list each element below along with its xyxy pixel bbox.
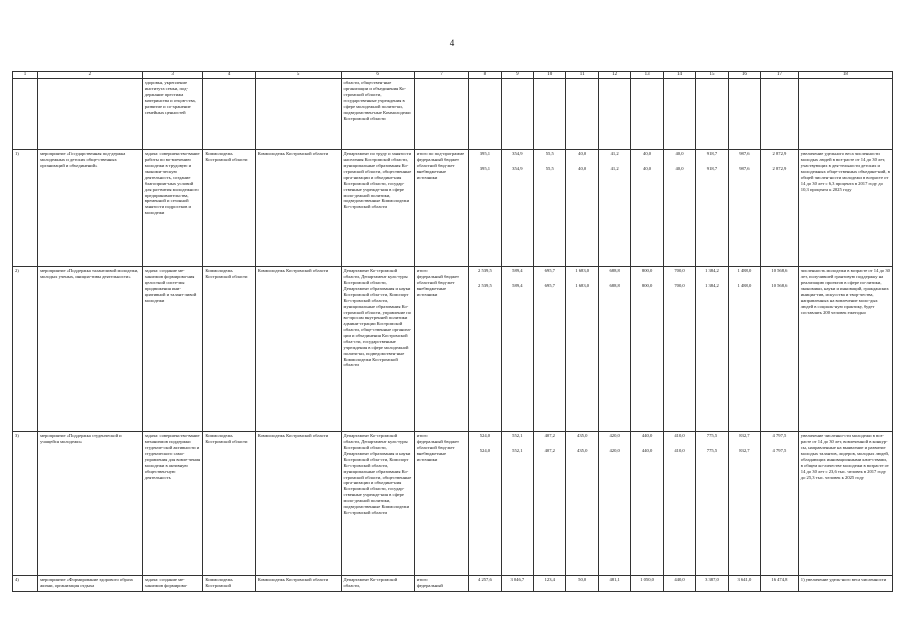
cell-participants: Департамент по труду и занятости населения Костромской области, муниципальные образования Ко-стромской области, общественные орга-низации и объедине-ния Костромской области, государ-ственные учрежде-ния в сфере моло-дежной политики, подведомственные Коммолодежи Ко-стромской области [341,150,414,267]
value: 55,5 [545,151,554,157]
cell-executor: Коммолодежь Костромской области [255,432,341,576]
value: 700,0 [674,268,685,274]
source-label: внебюджетные источники [416,169,447,180]
value: 775,5 [706,448,718,454]
value: 40,0 [578,166,587,172]
col-header: 15 [696,72,728,79]
cell-activity: мероприятие «Поддержка студенческой и учащейся молодежи» [38,432,143,576]
cell-executor: Коммолодежь Костромской [203,576,255,592]
row-number: 1) [13,150,38,267]
source-label: областной бюд-жет [416,163,455,169]
source-label: федеральный бюджет [416,274,460,280]
cell-source [414,432,468,576]
value: 695,7 [544,283,555,289]
value: 407,2 [544,433,555,439]
source-label: областной бюд-жет [416,445,455,451]
col-header: 13 [631,72,663,79]
value: 695,7 [544,268,555,274]
value: 1 384,2 [705,283,719,289]
value: 440,0 [663,576,695,592]
value: 1 683,0 [575,283,590,289]
value: 40,0 [675,166,684,172]
col-header: 11 [566,72,598,79]
value: 4 797,5 [772,433,787,439]
col-header: 1 [13,72,38,79]
source-label: итого [416,433,428,439]
value: 41,2 [610,151,619,157]
value: 1 050,0 [631,576,663,592]
value: 4 257,6 [469,576,501,592]
cell-executor: Коммолодежь Костромской области [203,150,255,267]
source-label: федеральный бюджет [416,439,460,445]
col-header: 8 [469,72,501,79]
value: 435,0 [577,448,588,454]
value: 3 046,7 [501,576,533,592]
row-number: 4) [13,576,38,592]
value: 524,0 [479,433,491,439]
col-header: 12 [598,72,630,79]
value: 987,6 [739,151,750,157]
cell-task: задача: создание ме-ханизмов формирова- [142,576,203,592]
value: 407,2 [544,448,555,454]
value: 1 683,0 [575,268,590,274]
col-header: 16 [728,72,760,79]
value: 40,0 [643,166,652,172]
cell-executor: Коммолодежь Костромской области [203,432,255,576]
value: 354,9 [512,166,523,172]
value: 688,8 [609,268,620,274]
cell-executor: Коммолодежь Костромской области [255,267,341,432]
cell-result: численность молодежи в возрасте от 14 до 30 лет, получившей грантовую поддержку на реализацию проектов в сфере по-литики, экономики, науки и инноваций, гражданских инициа-тив, искусства и твор-чества, направленных на вовлечение моло-дых людей в социаль-ную практику, будет составлять 200 человек ежегодно [798,267,892,432]
page-number: 4 [449,38,455,48]
col-header: 3 [142,72,203,79]
value: 123,4 [534,576,566,592]
cell-task: здоровья, укрепление института семьи, под-держание престижа материнства и отцов-ства, развитие и со-хранение семейных ценностей [142,79,203,150]
value: 800,0 [641,283,653,289]
col-header: 17 [761,72,799,79]
value: 688,8 [609,283,620,289]
value: 481,1 [598,576,630,592]
value: 420,0 [609,433,620,439]
cell-participants: Департамент Ко-стромской области, [341,576,414,592]
source-label: областной бюд-жет [416,280,455,286]
cell-participants: Департамент Ко-стромской области, Департамент куль-туры Костромской области, Департамент образования и науки Костромской обла-сти, Комспорт Ко-стромской области, муниципальные образования Ко-стромской области, общественные орга-низации и объедине-ния Костромской области, государ-ственные учрежде-ния в сфере моло-дежной политики, подведомственные Коммолодежи Ко-стромской области [341,432,414,576]
value: 410,0 [674,433,685,439]
value: 10 568,6 [771,283,788,289]
cell-executor: Коммолодежь Костромской области [255,576,341,592]
source-label: федеральный [416,583,443,589]
col-header: 9 [501,72,533,79]
cell-task: задача: создание ме-ханизмов формирова-ния целостной систе-мы продвижения ини-циативной и талант-ливой молодежи [142,267,203,432]
value: 987,6 [739,166,750,172]
source-label: внебюджетные источники [416,286,447,297]
value: 589,4 [512,283,523,289]
value: 2 539,5 [478,283,492,289]
source-label: итого [416,268,428,274]
value: 40,0 [643,151,652,157]
cell-participants: области, обществен-ные организации и объединения Ко-стромской области, государственные учреждения в сфере молодежной полити-ки, подведомствен-ные Коммолодежи Костромской области [341,79,414,150]
table-row [13,432,893,576]
col-header: 14 [663,72,695,79]
value: 420,0 [609,448,620,454]
cell-task: задача: совершенство-вание работы по во-влечению молодежи в трудовую и экономи-ческую деятельность, создание благоприят-ных условий для раз-вития молодежного предпринимательства, временной и сезонной занятости подростков и молодежи [142,150,203,267]
col-header: 18 [798,72,892,79]
value: 800,0 [641,268,653,274]
cell-source [414,576,468,592]
source-label: внебюджетные источники [416,451,447,462]
value: 918,7 [706,166,718,172]
value: 3 641,0 [728,576,760,592]
value: 16 474,8 [761,576,799,592]
table-row [13,150,893,267]
value: 395,1 [479,166,491,172]
value: 700,0 [674,283,685,289]
value: 40,0 [675,151,684,157]
value: 410,0 [674,448,685,454]
source-label: итого по под-программе [416,151,465,157]
cell-source [414,267,468,432]
cell-activity: мероприятие «Поддержка талантливой молодежи, молодых ученых, инициа-тивы деятельности» [38,267,143,432]
value: 440,0 [641,448,653,454]
value: 2 539,5 [478,268,492,274]
col-header: 7 [414,72,468,79]
row-number: 2) [13,267,38,432]
value: 354,9 [512,151,523,157]
cell-result: 1) увеличение удель-ного веса численности [798,576,892,592]
table-row [13,576,893,592]
cell-task: задача: совершенство-вание механизмов поддержки студенче-ской активности и студенческого само-управления для вовле-чения молодежи в активную обществен-ную деятельность [142,432,203,576]
continuation-row [13,79,893,150]
cell-executor: Коммолодежь Костромской области [203,267,255,432]
source-label: итого [416,577,428,583]
cell-result: увеличение удельного веса численности молодых людей в воз-расте от 14 до 30 лет, участвующих в дея-тельности детских и молодежных обще-ственных объедине-ний, в общей числен-ности молодежи в возрасте от 14 до 30 лет с 6,3 процента в 2017 году до 10,3 процента к 2025 году [798,150,892,267]
value: 40,0 [578,151,587,157]
table-row [13,267,893,432]
value: 3 387,0 [696,576,728,592]
value: 1 488,0 [737,268,752,274]
value: 50,0 [566,576,598,592]
col-header: 6 [341,72,414,79]
value: 775,5 [706,433,718,439]
value: 1 488,0 [737,283,752,289]
value: 1 384,2 [705,268,719,274]
value: 524,0 [479,448,491,454]
value: 832,7 [739,448,750,454]
value: 832,7 [739,433,750,439]
cell-result: увеличение численно-сти молодежи в воз-расте от 14 до 30 лет, вовлеченной в конкур-сы, направленные на выявление и развитие молодых талантов, лидеров, молодых людей, обладающих инновационными каче-ствами, в общем ко-личестве молодежи в возрасте от 14 до 30 лет с 23,6 тыс. человек в 2017 году до 25,3 тыс. человек к 2025 году [798,432,892,576]
program-table [12,71,893,592]
value: 4 797,5 [772,448,787,454]
value: 41,2 [610,166,619,172]
col-header: 2 [38,72,143,79]
source-label: федеральный бюджет [416,157,460,163]
column-number-row [13,72,893,79]
value: 2 872,9 [772,151,787,157]
col-header: 4 [203,72,255,79]
cell-activity: мероприятие «Государственная под-держка молодежных и детских обще-ственных организаций и объединений» [38,150,143,267]
value: 435,0 [577,433,588,439]
value: 589,4 [512,268,523,274]
value: 918,7 [706,151,718,157]
value: 10 568,6 [771,268,788,274]
value: 440,0 [641,433,653,439]
value: 552,1 [512,433,523,439]
row-number: 3) [13,432,38,576]
value: 55,5 [545,166,554,172]
value: 2 872,9 [772,166,787,172]
col-header: 5 [255,72,341,79]
cell-participants: Департамент Ко-стромской области, Департамент куль-туры Костромской области, Департамент образования и науки Костромской обла-сти, Комспорт Ко-стромской области, муниципальные образования Ко-стромской области, управление по во-просам внутренней политики админи-страции Костромской области, обще-ственные организа-ции и объединения Костромской обла-сти, государственные учреждения в сфере молодежной полити-ки, подведомствен-ные Коммолодежи Костромской области [341,267,414,432]
cell-activity: мероприятие «Формирование здорового образа жизни, организация отдыха [38,576,143,592]
col-header: 10 [534,72,566,79]
value: 552,1 [512,448,523,454]
value: 395,1 [479,151,491,157]
cell-executor: Коммолодежь Костромской области [255,150,341,267]
cell-source [414,150,468,267]
